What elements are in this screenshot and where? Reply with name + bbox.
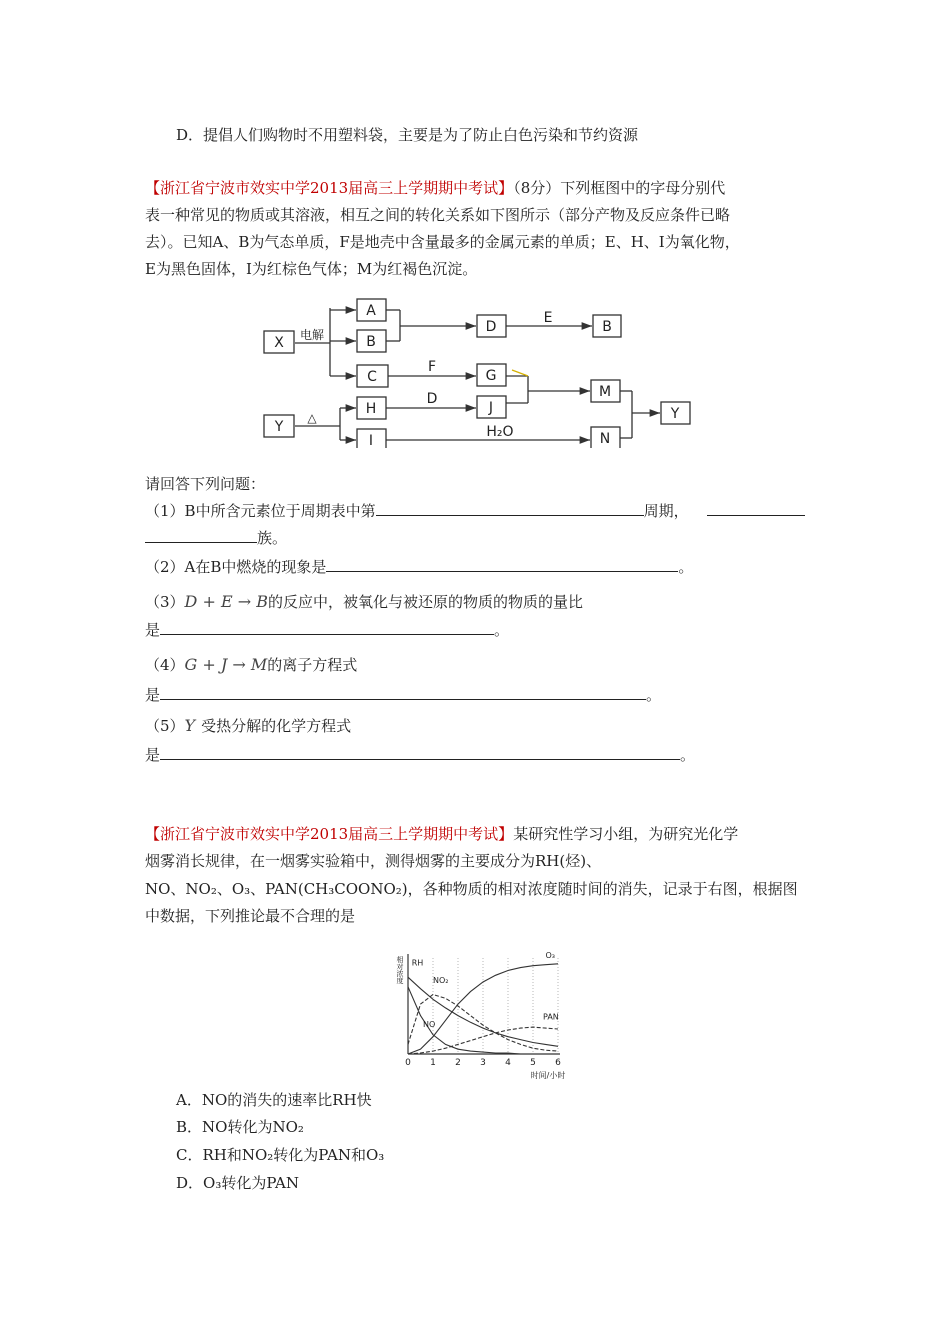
label-y2: Y xyxy=(670,406,680,422)
label-j: J xyxy=(488,400,494,416)
q1-sub1-blank-period[interactable] xyxy=(376,501,644,516)
label-a: A xyxy=(366,303,376,319)
q1-sub2 xyxy=(145,557,693,577)
chart-x-tick-3: 3 xyxy=(480,1058,486,1068)
label-d: D xyxy=(485,319,497,335)
q2-option-d[interactable]: D．O₃转化为PAN xyxy=(176,1174,300,1192)
q1-stem-1: 下列框图中的字母分别代 xyxy=(560,179,726,197)
q2-stem-1: 某研究性学习小组，为研究光化学 xyxy=(513,825,739,843)
chart-ylabel: 相对浓度 xyxy=(396,956,404,984)
q1-sub4-num: （4） xyxy=(145,656,185,674)
label-g: G xyxy=(485,368,497,384)
q1-sub5-blank[interactable] xyxy=(160,745,680,760)
arrow-label-electrolysis: 电解 xyxy=(299,328,325,342)
q1-sub3-end: 。 xyxy=(494,621,510,639)
chart-series-o3 xyxy=(408,964,558,1054)
q1-sub3-formula: D + E → B xyxy=(184,592,268,611)
label-b: B xyxy=(366,334,376,350)
q1-sub5-end: 。 xyxy=(680,746,696,764)
q1-sub3-text: 的反应中，被氧化与被还原的物质的物质的量比 xyxy=(267,593,583,611)
arrow-label-e: E xyxy=(543,310,553,326)
q1-sub5-text: 受热分解的化学方程式 xyxy=(201,717,352,735)
q1-sub4-line2 xyxy=(145,685,661,705)
q1-sub5-is: 是 xyxy=(145,746,161,764)
chart-x-tick-0: 0 xyxy=(405,1058,411,1068)
q2-stem-line-4: 中数据，下列推论最不合理的是 xyxy=(145,907,356,925)
q1-sub1-mid: 周期， xyxy=(643,502,689,520)
q1-sub1 xyxy=(145,501,805,521)
chart-x-tick-1: 1 xyxy=(430,1058,436,1068)
q1-sub3 xyxy=(145,592,583,612)
q1-stem-line-4: E为黑色固体，I为红棕色气体；M为红褐色沉淀。 xyxy=(145,260,478,278)
reaction-flow-diagram xyxy=(260,298,700,448)
q2-source: 【浙江省宁波市效实中学2013届高三上学期期中考试】 xyxy=(145,825,514,843)
arrow-label-d: D xyxy=(426,391,438,407)
label-b2: B xyxy=(602,319,612,335)
concentration-time-chart xyxy=(378,950,578,1082)
chart-x-tick-5: 5 xyxy=(530,1058,536,1068)
q1-sub4-blank[interactable] xyxy=(160,685,646,700)
q1-sub5-formula: Y xyxy=(184,716,196,735)
q2-stem-line-3: NO、NO₂、O₃、PAN(CH₃COONO₂)，各种物质的相对浓度随时间的消失，记录于右图，根据图 xyxy=(145,880,798,898)
chart-series-label-1: NO₂ xyxy=(433,975,449,985)
q1-prompt: 请回答下列问题： xyxy=(145,475,266,493)
q1-sub1-line2 xyxy=(145,528,287,548)
q1-sub4-formula: G + J → M xyxy=(184,655,268,674)
q1-source: 【浙江省宁波市效实中学2013届高三上学期期中考试】 xyxy=(145,179,514,197)
chart-series-label-0: RH xyxy=(411,958,424,968)
q1-sub1-pre: （1）B中所含元素位于周期表中第 xyxy=(145,502,376,520)
q2-stem-line-1 xyxy=(145,824,738,844)
prev-option-d: D．提倡人们购物时不用塑料袋，主要是为了防止白色污染和节约资源 xyxy=(176,126,639,144)
chart-series-rh xyxy=(408,977,558,1046)
q1-stem-line-1 xyxy=(145,178,725,198)
q2-stem-line-2: 烟雾消长规律，在一烟雾实验箱中，测得烟雾的主要成分为RH(烃)、 xyxy=(145,852,602,870)
chart-x-tick-6: 6 xyxy=(555,1058,561,1068)
q1-points: （8分） xyxy=(513,179,561,197)
arrow-label-f: F xyxy=(427,359,437,375)
q2-option-b[interactable]: B．NO转化为NO₂ xyxy=(176,1118,304,1136)
label-x: X xyxy=(274,335,284,351)
q2-option-c[interactable]: C．RH和NO₂转化为PAN和O₃ xyxy=(176,1146,385,1164)
q1-sub5-num: （5） xyxy=(145,717,185,735)
label-h: H xyxy=(365,401,377,417)
q1-sub4-text: 的离子方程式 xyxy=(267,656,358,674)
q1-sub2-blank[interactable] xyxy=(326,557,678,572)
chart-series-label-2: NO xyxy=(423,1020,436,1030)
q1-stem-line-2: 表一种常见的物质或其溶液，相互之间的转化关系如下图所示（部分产物及反应条件已略 xyxy=(145,206,731,224)
q1-sub5 xyxy=(145,716,351,736)
chart-xlabel: 时间/小时 xyxy=(530,1071,566,1080)
q2-option-a[interactable]: A．NO的消失的速率比RH快 xyxy=(176,1091,372,1109)
q1-sub5-line2 xyxy=(145,745,695,765)
label-m: M xyxy=(598,384,612,400)
label-n: N xyxy=(599,431,611,447)
q1-sub4 xyxy=(145,655,357,675)
label-i: I xyxy=(368,433,374,448)
q1-sub3-line2 xyxy=(145,620,509,640)
chart-series-label-3: O₃ xyxy=(545,951,556,960)
chart-x-tick-2: 2 xyxy=(455,1058,461,1068)
arrow-label-heat: △ xyxy=(307,411,317,425)
q1-sub2-pre: （2）A在B中燃烧的现象是 xyxy=(145,558,327,576)
q1-stem-line-3: 去）。已知A、B为气态单质，F是地壳中含量最多的金属元素的单质；E、H、I为氧化物， xyxy=(145,233,740,251)
q1-sub4-is: 是 xyxy=(145,686,161,704)
q1-sub2-end: 。 xyxy=(678,558,694,576)
q1-sub1-blank-group-a[interactable] xyxy=(707,501,805,516)
q1-sub3-blank[interactable] xyxy=(160,620,494,635)
q1-sub3-num: （3） xyxy=(145,593,185,611)
chart-series-label-4: PAN xyxy=(543,1012,559,1022)
label-c: C xyxy=(367,369,377,385)
label-y: Y xyxy=(274,419,284,435)
q1-sub1-blank-group-b[interactable] xyxy=(145,528,257,543)
chart-x-tick-4: 4 xyxy=(505,1058,511,1068)
q1-sub3-is: 是 xyxy=(145,621,161,639)
q1-sub1-end: 族。 xyxy=(257,529,288,547)
q1-sub4-end: 。 xyxy=(646,686,662,704)
arrow-label-water: H₂O xyxy=(486,424,514,440)
